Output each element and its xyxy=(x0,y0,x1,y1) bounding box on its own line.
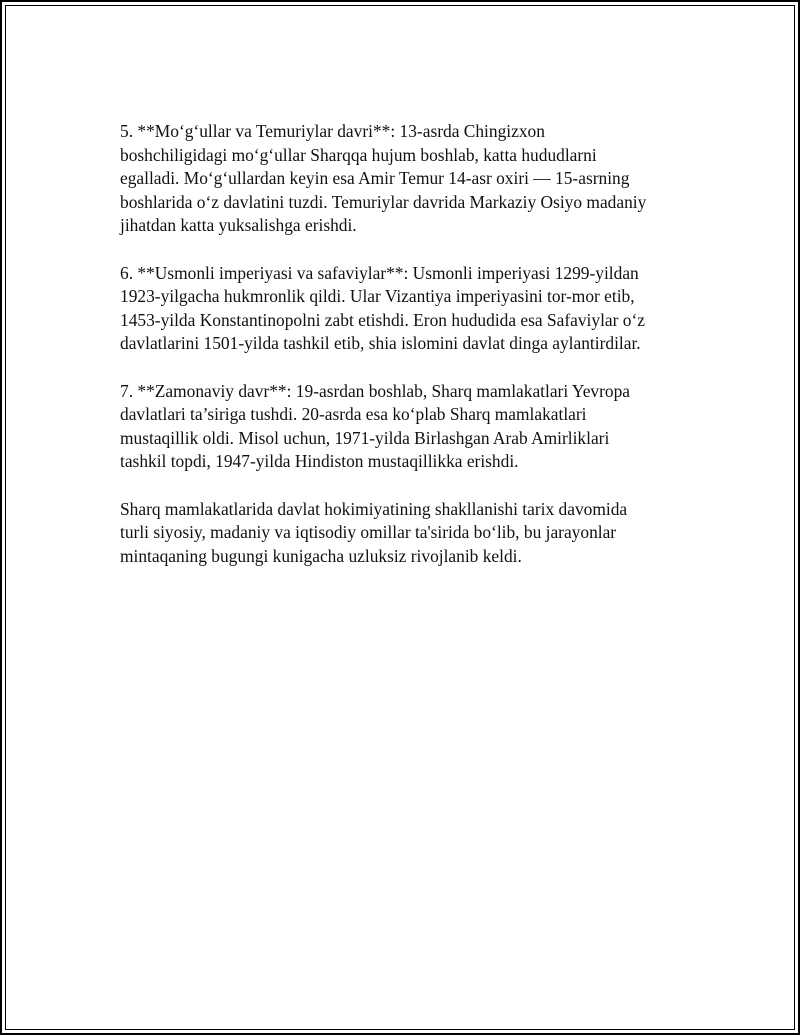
text-line: mustaqillik oldi. Misol uchun, 1971-yilda Birlashgan Arab Amirliklari xyxy=(120,427,610,448)
text-line: 6. **Usmonli imperiyasi va safaviylar**: Usmonli imperiyasi 1299-yildan xyxy=(120,262,639,283)
text-line: boshlarida o‘z davlatini tuzdi. Temuriylar davrida Markaziy Osiyo madaniy xyxy=(120,191,647,212)
text-line: davlatlari ta’siriga tushdi. 20-asrda esa ko‘plab Sharq mamlakatlari xyxy=(120,404,587,425)
text-line: boshchiligidagi mo‘g‘ullar Sharqqa hujum boshlab, katta hududlarni xyxy=(120,144,597,165)
text-line: mintaqaning bugungi kunigacha uzluksiz rivojlanib keldi. xyxy=(120,545,522,566)
text-line: 1453-yilda Konstantinopolni zabt etishdi. Eron hududida esa Safaviylar o‘z xyxy=(120,309,645,330)
text-line: egalladi. Mo‘g‘ullardan keyin esa Amir Temur 14-asr oxiri — 15-asrning xyxy=(120,168,630,189)
paragraph-modern-era xyxy=(120,380,700,474)
paragraph-ottomans-safavids xyxy=(120,262,700,356)
paragraph-conclusion xyxy=(120,498,700,569)
text-line: turli siyosiy, madaniy va iqtisodiy omillar ta'sirida bo‘lib, bu jarayonlar xyxy=(120,522,617,543)
text-line: davlatlarini 1501-yilda tashkil etib, shia islomini davlat dinga aylantirdilar. xyxy=(120,333,641,354)
text-line: 5. **Mo‘g‘ullar va Temuriylar davri**: 13-asrda Chingizxon xyxy=(120,121,545,141)
text-line: Sharq mamlakatlarida davlat hokimiyatining shakllanishi tarix davomida xyxy=(120,498,628,519)
document-body xyxy=(120,120,700,592)
text-line: tashkil topdi, 1947-yilda Hindiston mustaqillikka erishdi. xyxy=(120,451,519,472)
paragraph-mongols-timurids xyxy=(120,120,700,238)
text-line: 7. **Zamonaviy davr**: 19-asrdan boshlab, Sharq mamlakatlari Yevropa xyxy=(120,380,631,401)
text-line: 1923-yilgacha hukmronlik qildi. Ular Vizantiya imperiyasini tor-mor etib, xyxy=(120,286,635,307)
text-line: jihatdan katta yuksalishga erishdi. xyxy=(120,215,357,236)
